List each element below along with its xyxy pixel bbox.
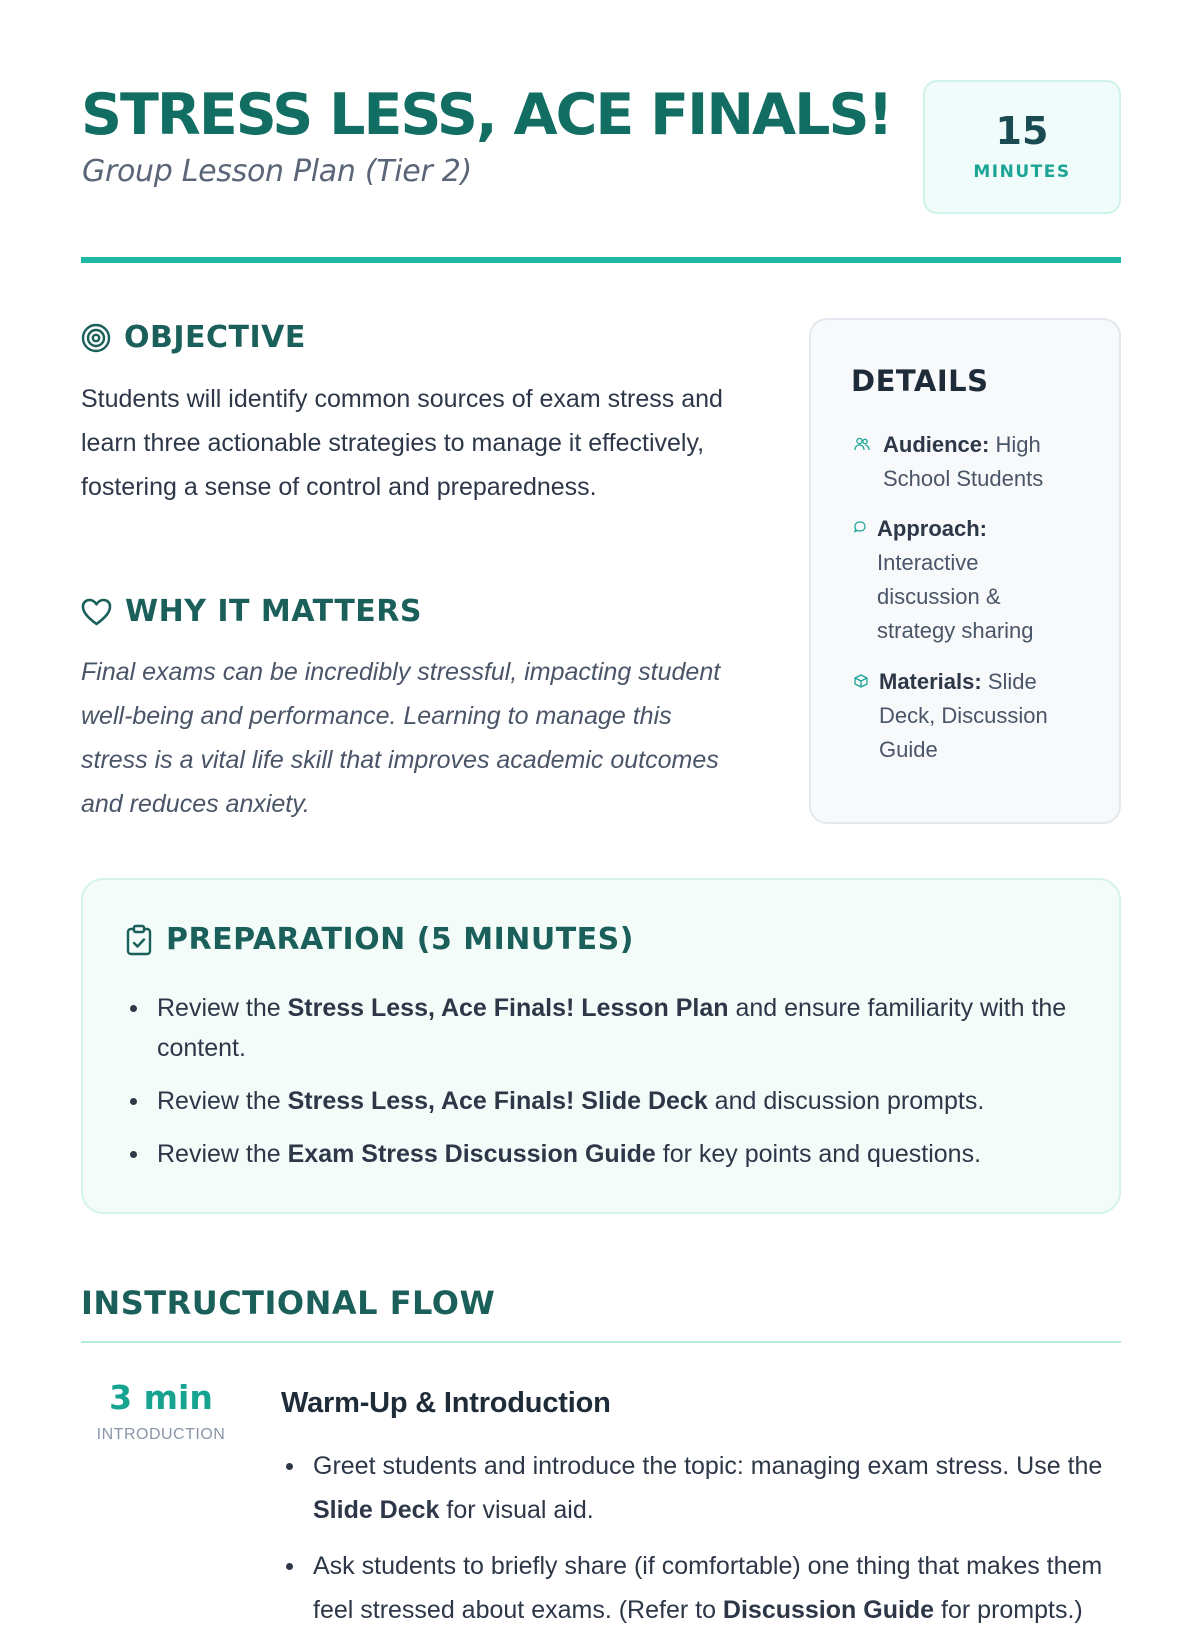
header-divider xyxy=(81,257,1121,263)
step-bullet-list xyxy=(281,1444,1121,1644)
step-title: Warm-Up & Introduction xyxy=(281,1387,611,1419)
chat-bubble-icon xyxy=(853,520,867,534)
why-text: Final exams can be incredibly stressful, impacting student well-being and performance. Learning to manage this stress is a vital life skill that improves academic outcomes and reduces anxiety. xyxy=(81,658,721,818)
detail-approach xyxy=(853,512,1083,648)
step-time: 3 min xyxy=(109,1378,213,1417)
heart-icon xyxy=(81,598,112,626)
objective-text: Students will identify common sources of exam stress and learn three actionable strategies to manage it effectively, fostering a sense of control and preparedness. xyxy=(81,385,723,501)
duration-value: 15 xyxy=(995,109,1049,153)
materials-label: Materials: xyxy=(879,669,982,694)
list-item: Greet students and introduce the topic: managing exam stress. Use the Slide Deck for visual aid. xyxy=(281,1444,1121,1532)
clipboard-check-icon xyxy=(125,924,153,956)
objective-heading-label: OBJECTIVE xyxy=(124,320,306,355)
target-icon xyxy=(81,323,111,353)
duration-badge xyxy=(923,80,1121,214)
approach-label: Approach: xyxy=(877,516,987,541)
header xyxy=(81,80,1121,220)
flow-divider xyxy=(81,1341,1121,1343)
preparation-heading-label: PREPARATION (5 MINUTES) xyxy=(166,922,634,957)
preparation-heading xyxy=(125,922,634,957)
preparation-list xyxy=(125,988,1075,1187)
list-item: Review the Exam Stress Discussion Guide for key points and questions. xyxy=(125,1134,1075,1174)
list-item: Review the Stress Less, Ace Finals! Lesson Plan and ensure familiarity with the content. xyxy=(125,988,1075,1068)
detail-audience xyxy=(853,428,1093,496)
box-icon xyxy=(853,673,869,689)
approach-value: Interactive discussion & strategy sharing xyxy=(877,550,1034,643)
duration-unit: MINUTES xyxy=(973,162,1071,182)
preparation-card xyxy=(81,878,1121,1214)
objective-heading xyxy=(81,320,306,355)
audience-label: Audience: xyxy=(883,432,990,457)
why-heading xyxy=(81,594,422,629)
page-subtitle: Group Lesson Plan (Tier 2) xyxy=(82,154,472,189)
list-item: Review the Stress Less, Ace Finals! Slide Deck and discussion prompts. xyxy=(125,1081,1075,1121)
detail-materials xyxy=(853,665,1093,767)
materials-value: Slide Deck, Discussion Guide xyxy=(879,669,1048,762)
step-phase: INTRODUCTION xyxy=(96,1426,226,1443)
instructional-flow-heading: INSTRUCTIONAL FLOW xyxy=(81,1284,496,1322)
list-item: Ask students to briefly share (if comfortable) one thing that makes them feel stressed about exams. (Refer to Discussion Guide for prompts.) xyxy=(281,1544,1121,1632)
users-icon xyxy=(853,436,871,452)
audience-value: High School Students xyxy=(883,432,1044,491)
why-heading-label: WHY IT MATTERS xyxy=(125,594,422,629)
details-title: DETAILS xyxy=(851,364,989,398)
page-title: STRESS LESS, ACE FINALS! xyxy=(81,82,892,148)
